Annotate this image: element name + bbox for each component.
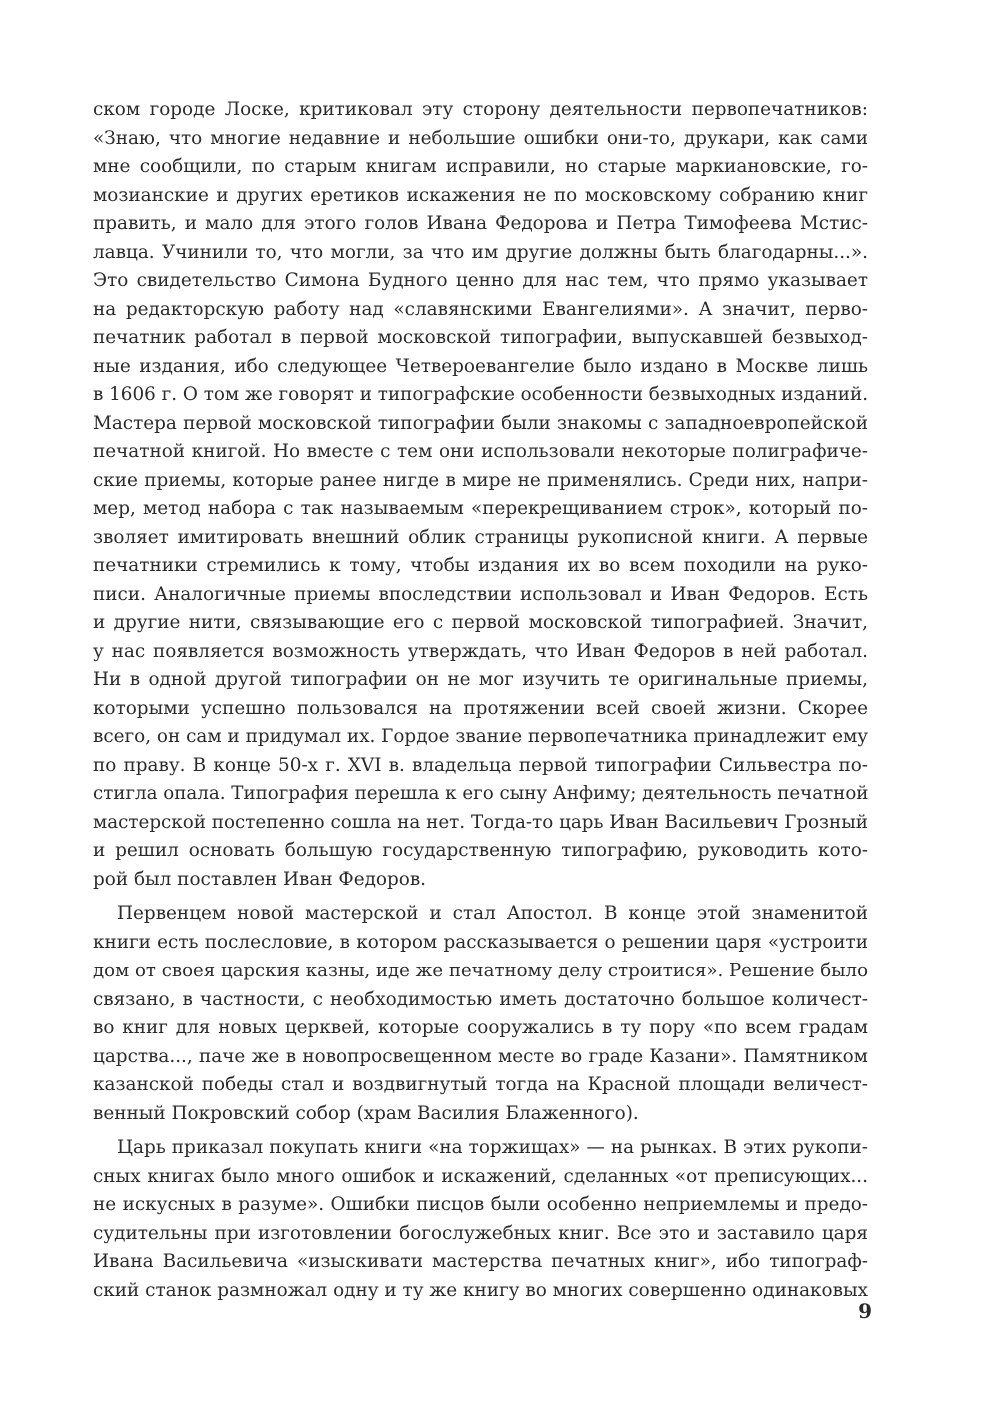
text-line: связано, в частности, с необходимостью иметь достаточно большое количест- xyxy=(93,988,868,1010)
text-line: мозианские и других еретиков искажения не по московскому собранию книг xyxy=(93,184,868,206)
text-line: которыми успешно пользовался на протяжении всей своей жизни. Скорее xyxy=(93,697,868,719)
text-line: дом от своея царския казны, иде же печатному делу строитися». Решение было xyxy=(93,960,868,981)
text-line: ском городе Лоске, критиковал эту сторону деятельности первопечатников: xyxy=(93,99,868,120)
text-line: Ни в одной другой типографии он не мог изучить те оригинальные приемы, xyxy=(93,669,868,690)
paragraph-2 xyxy=(93,900,868,1128)
text-line: рой был поставлен Иван Федоров. xyxy=(93,868,427,890)
text-line: всего, он сам и придумал их. Гордое звание первопечатника принадлежит ему xyxy=(93,726,869,747)
text-line: казанской победы стал и воздвигнутый тогда на Красной площади величест- xyxy=(93,1074,868,1095)
paragraph-3 xyxy=(93,1134,868,1305)
text-line: печатники стремились к тому, чтобы издания их во всем походили на руко- xyxy=(93,555,868,576)
text-line: книги есть послесловие, в котором рассказывается о решении царя «устроити xyxy=(93,931,868,953)
text-line: мне сообщили, по старым книгам исправили, но старые маркиановские, го- xyxy=(93,156,868,177)
text-line: в 1606 г. О том же говорят и типографские особенности безвыходных изданий. xyxy=(93,384,869,405)
text-line: Ивана Васильевича «изыскивати мастерства печатных книг», ибо типограф- xyxy=(93,1251,868,1272)
text-line: мастерской постепенно сошла на нет. Тогда-то царь Иван Васильевич Грозный xyxy=(93,811,868,833)
text-line: стигла опала. Типография перешла к его сыну Анфиму; деятельность печатной xyxy=(93,783,869,804)
text-line: Первенцем новой мастерской и стал Апостол. В конце этой знаменитой xyxy=(117,903,868,924)
text-line: Это свидетельство Симона Будного ценно для нас тем, что прямо указывает xyxy=(93,270,868,291)
text-line: «Знаю, что многие недавние и небольшие ошибки они-то, друкари, как сами xyxy=(93,127,868,149)
text-line: править, и мало для этого голов Ивана Федорова и Петра Тимофеева Мстис- xyxy=(93,213,868,234)
text-line: во книг для новых церквей, которые сооружались в ту пору «по всем градам xyxy=(93,1017,868,1038)
text-line: Мастера первой московской типографии были знакомы с западноевропейской xyxy=(93,412,868,434)
text-line: печатной книгой. Но вместе с тем они использовали некоторые полиграфиче- xyxy=(93,441,868,462)
text-line: царства..., паче же в новопросвещенном месте во граде Казани». Памятником xyxy=(93,1045,868,1067)
paragraph-1 xyxy=(93,96,868,894)
text-line: не искусных в разуме». Ошибки писцов были особенно неприемлемы и предо- xyxy=(93,1194,868,1215)
text-line: мер, метод набора с так называемым «перекрещиванием строк», который по- xyxy=(93,498,868,519)
text-line: у нас появляется возможность утверждать, что Иван Федоров в ней работал. xyxy=(93,640,868,662)
text-line: лавца. Учинили то, что могли, за что им другие должны быть благодарны...». xyxy=(93,241,868,263)
body-text xyxy=(93,96,868,1305)
text-line: писи. Аналогичные приемы впоследствии использовал и Иван Федоров. Есть xyxy=(93,583,868,605)
text-line: на редакторскую работу над «славянскими Евангелиями». А значит, перво- xyxy=(93,298,868,320)
text-line: ные издания, ибо следующее Четвероевангелие было издано в Москве лишь xyxy=(93,355,868,377)
text-line: ские приемы, которые ранее нигде в мире не применялись. Среди них, напри- xyxy=(93,469,868,491)
text-line: судительны при изготовлении богослужебных книг. Все это и заставило царя xyxy=(93,1222,868,1244)
text-line: венный Покровский собор (храм Василия Блаженного). xyxy=(93,1102,639,1124)
text-line: зволяет имитировать внешний облик страницы рукописной книги. А первые xyxy=(93,526,868,548)
text-line: и другие нити, связывающие его с первой московской типографией. Значит, xyxy=(93,612,868,633)
text-line: сных книгах было много ошибок и искажений, сделанных «от преписующих... xyxy=(93,1165,868,1187)
page-number: 9 xyxy=(858,1299,872,1323)
text-line: печатник работал в первой московской типографии, выпускавшей безвыход- xyxy=(93,327,868,348)
text-line: и решил основать большую государственную типографию, руководить кото- xyxy=(93,840,868,861)
text-line: по праву. В конце 50-х г. XVI в. владельца первой типографии Сильвестра по- xyxy=(93,754,868,776)
text-line: ский станок размножал одну и ту же книгу во многих совершенно одинаковых xyxy=(93,1279,868,1301)
text-line: Царь приказал покупать книги «на торжищах» — на рынках. В этих рукопи- xyxy=(117,1137,868,1158)
